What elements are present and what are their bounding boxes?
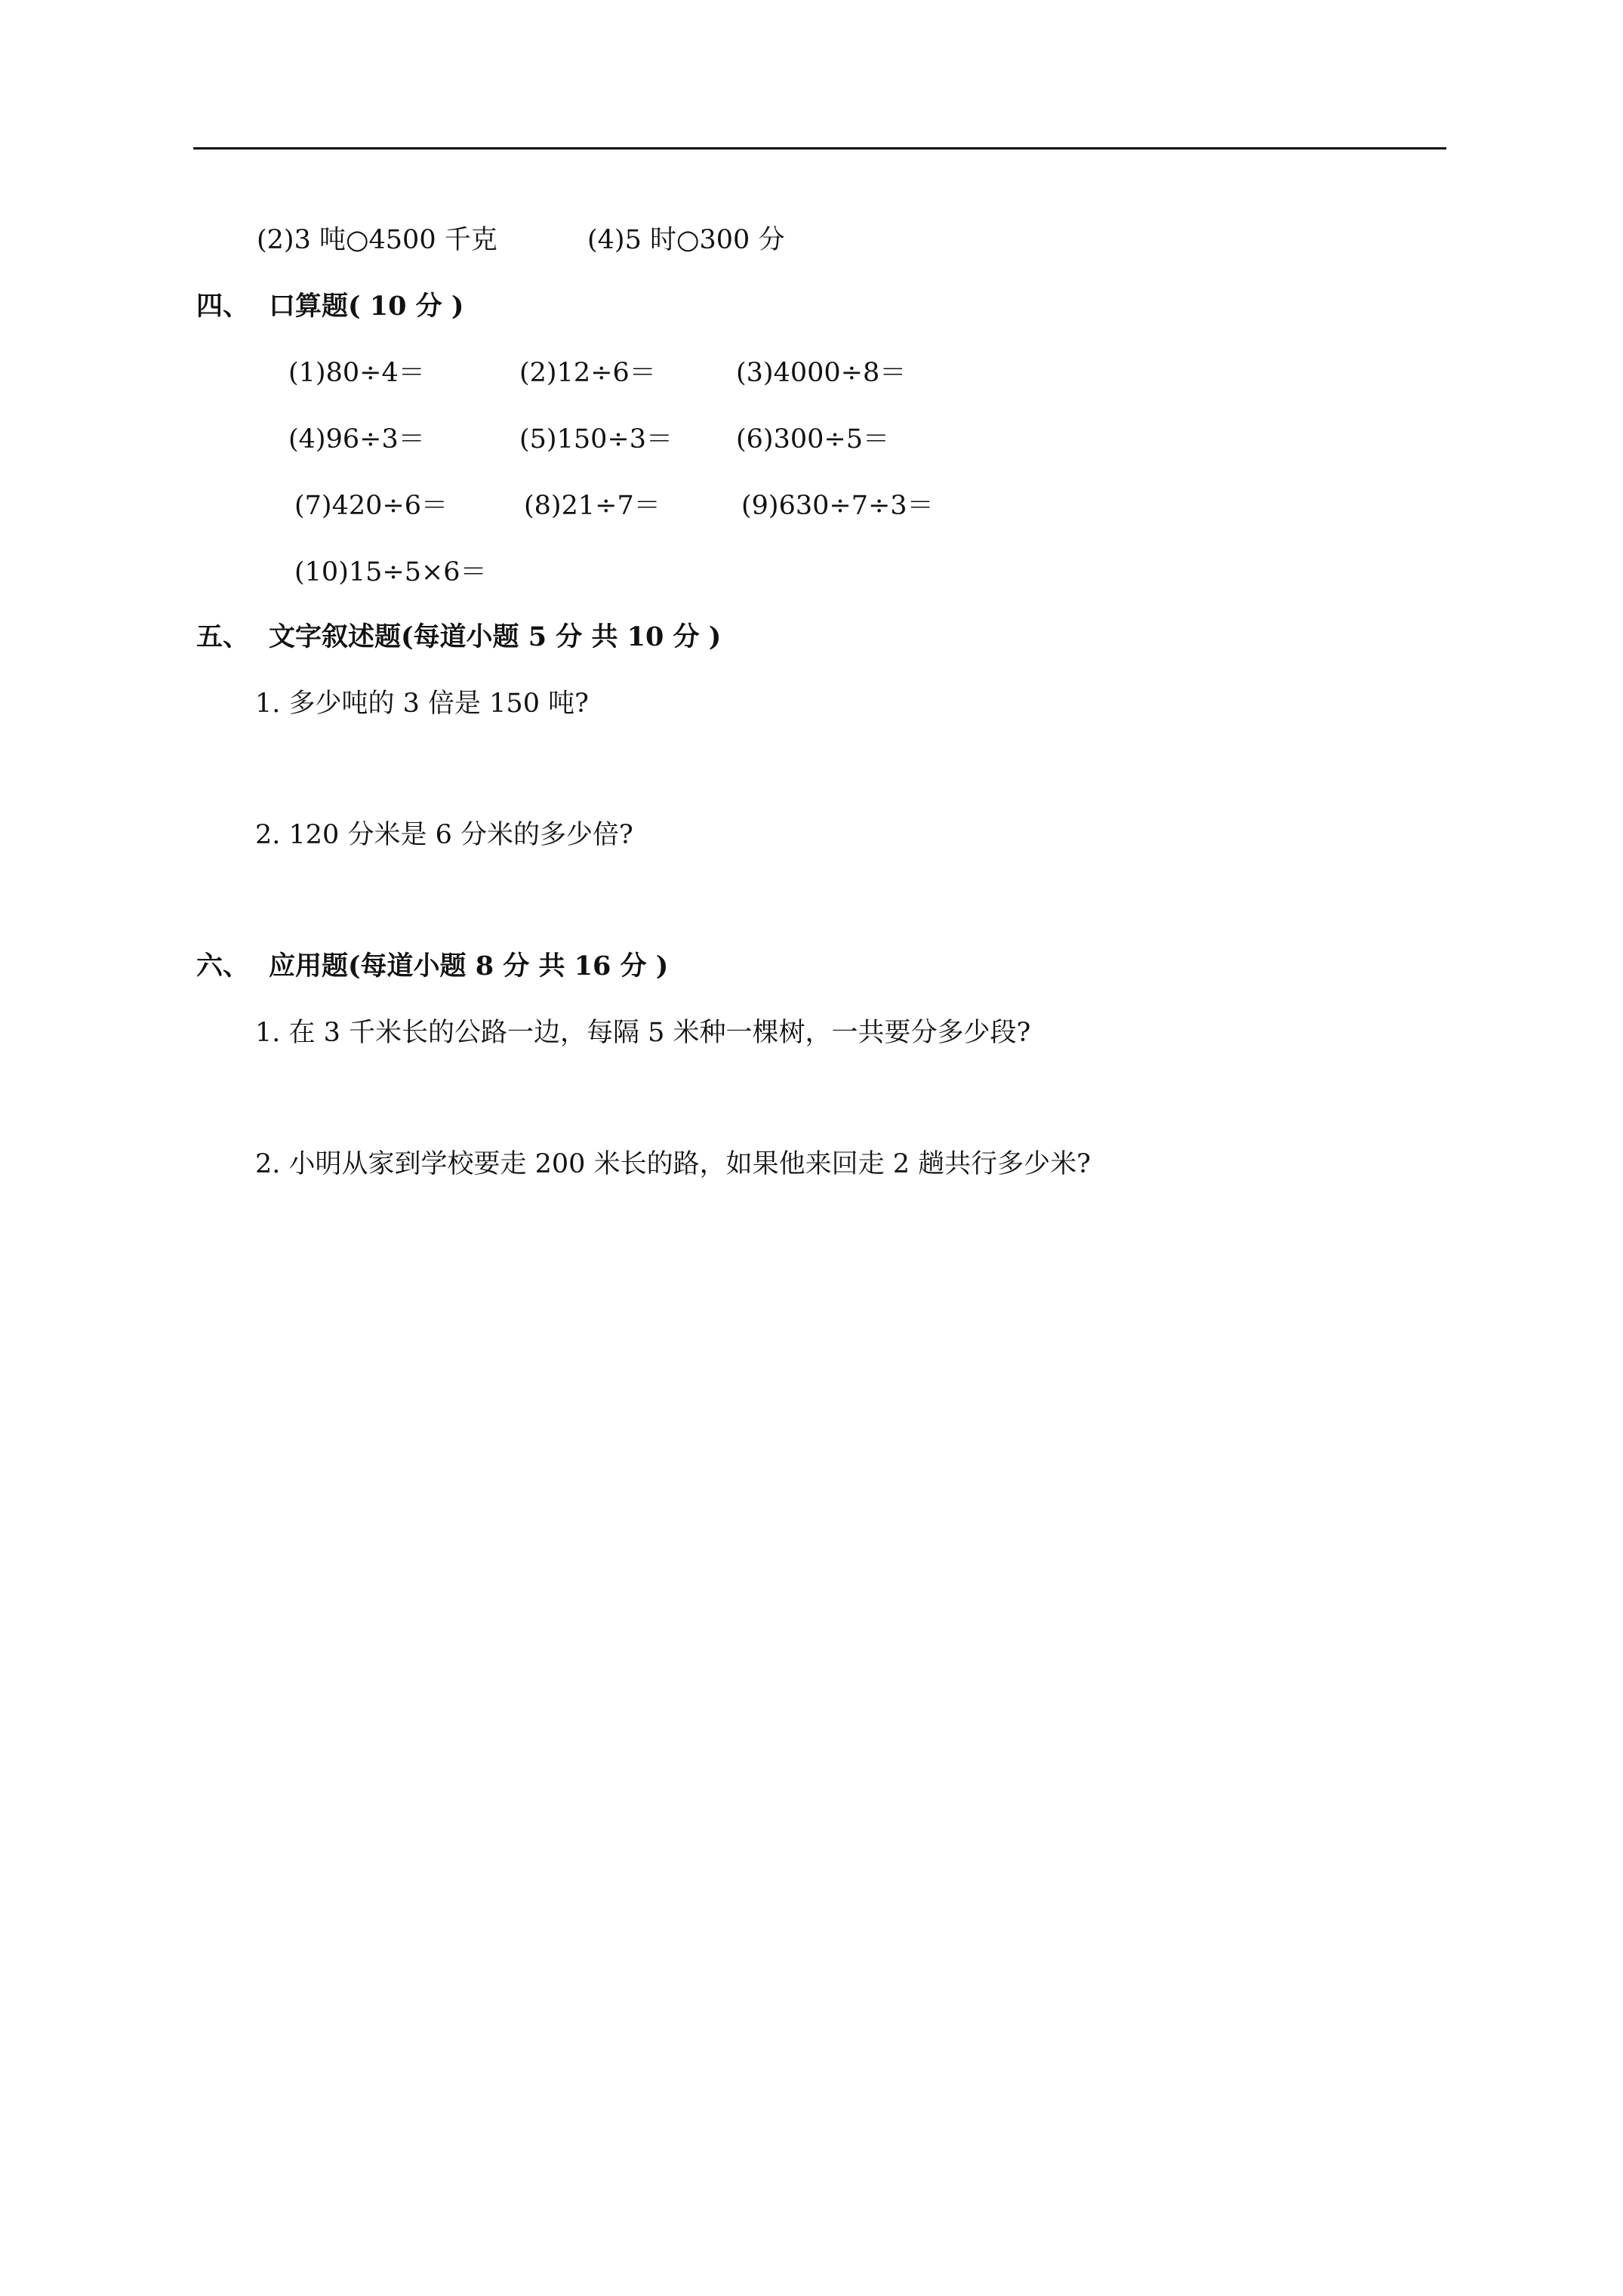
- oral-item-1: (1)80÷4＝: [288, 358, 425, 388]
- section-6-question-1: 1. 在 3 千米长的公路一边，每隔 5 米种一棵树，一共要分多少段?: [255, 1018, 1031, 1048]
- oral-item-7: (7)420÷6＝: [294, 491, 448, 521]
- section-5-question-1: 1. 多少吨的 3 倍是 150 吨?: [255, 689, 589, 719]
- oral-item-5: (5)150÷3＝: [519, 424, 673, 455]
- oral-item-3: (3)4000÷8＝: [736, 358, 907, 388]
- section-4-title: 口算题( 10 分 ): [269, 291, 464, 322]
- section-4-number: 四、: [196, 291, 250, 322]
- oral-item-8: (8)21÷7＝: [524, 491, 661, 521]
- compare-item-2: (2)3 吨○4500 千克: [257, 225, 497, 255]
- section-6-heading: [196, 950, 668, 983]
- section-6-title: 应用题(每道小题 8 分 共 16 分 ): [269, 951, 669, 982]
- section-5-number: 五、: [196, 621, 250, 652]
- header-rule: [193, 147, 1446, 149]
- section-5-question-2: 2. 120 分米是 6 分米的多少倍?: [255, 820, 633, 850]
- oral-item-9: (9)630÷7÷3＝: [741, 491, 934, 521]
- compare-item-4: (4)5 时○300 分: [587, 225, 785, 255]
- oral-item-6: (6)300÷5＝: [736, 424, 889, 455]
- section-6-question-2: 2. 小明从家到学校要走 200 米长的路，如果他来回走 2 趟共行多少米?: [255, 1149, 1091, 1179]
- oral-item-10: (10)15÷5×6＝: [294, 557, 487, 587]
- section-4-heading: [196, 290, 463, 323]
- section-5-title: 文字叙述题(每道小题 5 分 共 10 分 ): [269, 621, 722, 652]
- section-6-number: 六、: [196, 951, 250, 982]
- section-5-heading: [196, 621, 721, 654]
- oral-item-2: (2)12÷6＝: [519, 358, 656, 388]
- oral-item-4: (4)96÷3＝: [288, 424, 425, 455]
